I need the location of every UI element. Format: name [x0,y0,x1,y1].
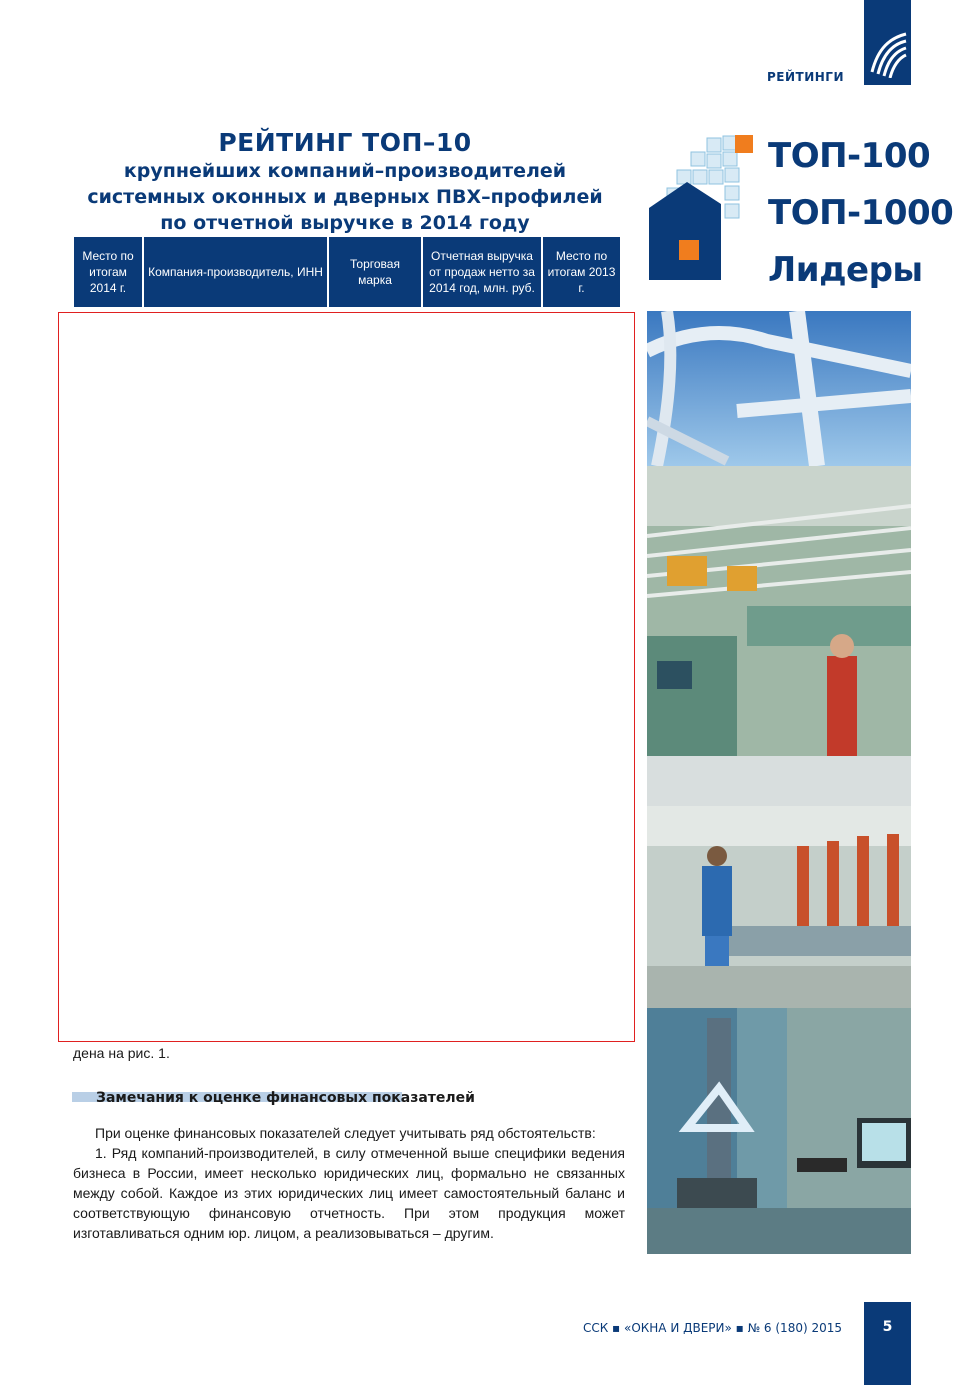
photo-extrusion-line [647,466,911,806]
title-line-3: по отчетной выручке в 2014 году [160,212,530,234]
col-company: Компания-производитель, ИНН [144,237,327,307]
logo-wordmark [768,128,954,299]
title-line-1: крупнейших компаний–производителей [123,160,567,182]
logo-top1000: ТОП-1000 [768,193,954,233]
logo-top100: ТОП-100 [768,136,931,176]
wing-logo-icon [868,28,908,78]
col-revenue: Отчетная выручка от продаж нетто за 2014 год, млн. руб. [423,237,541,307]
table-body-placeholder [58,312,635,1042]
house-logo-icon [647,130,757,280]
logo-leaders: Лидеры [768,250,923,290]
col-rank-2013: Место по итогам 2013 г. [543,237,620,307]
top-logo-tab [864,0,911,85]
title-main: РЕЙТИНГ ТОП–10 [218,128,472,157]
rating-table-header [74,237,622,307]
text-tail: дена на рис. 1. [73,1045,170,1061]
photo-testing-machine [647,1008,911,1254]
subheading: Замечания к оценке финансовых показателей [96,1090,475,1106]
col-brand: Торговая марка [329,237,421,307]
article-title [60,128,630,236]
col-rank-2014: Место по итогам 2014 г. [74,237,142,307]
photo-factory-worker [647,806,911,1008]
paragraph-2: 1. Ряд компаний-производителей, в силу отмеченной выше специфики ведения бизнеса в России, имеет несколько юридических лиц, формально не связанных между собой. Каждое из этих юридических лиц имеет самостоятельный баланс и соответствующую финансовую отчетность. При этом продукция может изготавливаться одним юр. лицом, а реализовываться – другим. [73,1145,625,1241]
title-line-2: системных оконных и дверных ПВХ–профилей [87,186,603,208]
photo-window-frame [647,311,911,466]
paragraph-1: При оценке финансовых показателей следует учитывать ряд обстоятельств: [95,1125,596,1141]
publication-info: ССК ▪ «ОКНА И ДВЕРИ» ▪ № 6 (180) 2015 [582,1321,842,1335]
section-label: РЕЙТИНГИ [767,70,844,84]
body-text [73,1123,625,1243]
page-number: 5 [864,1302,911,1385]
